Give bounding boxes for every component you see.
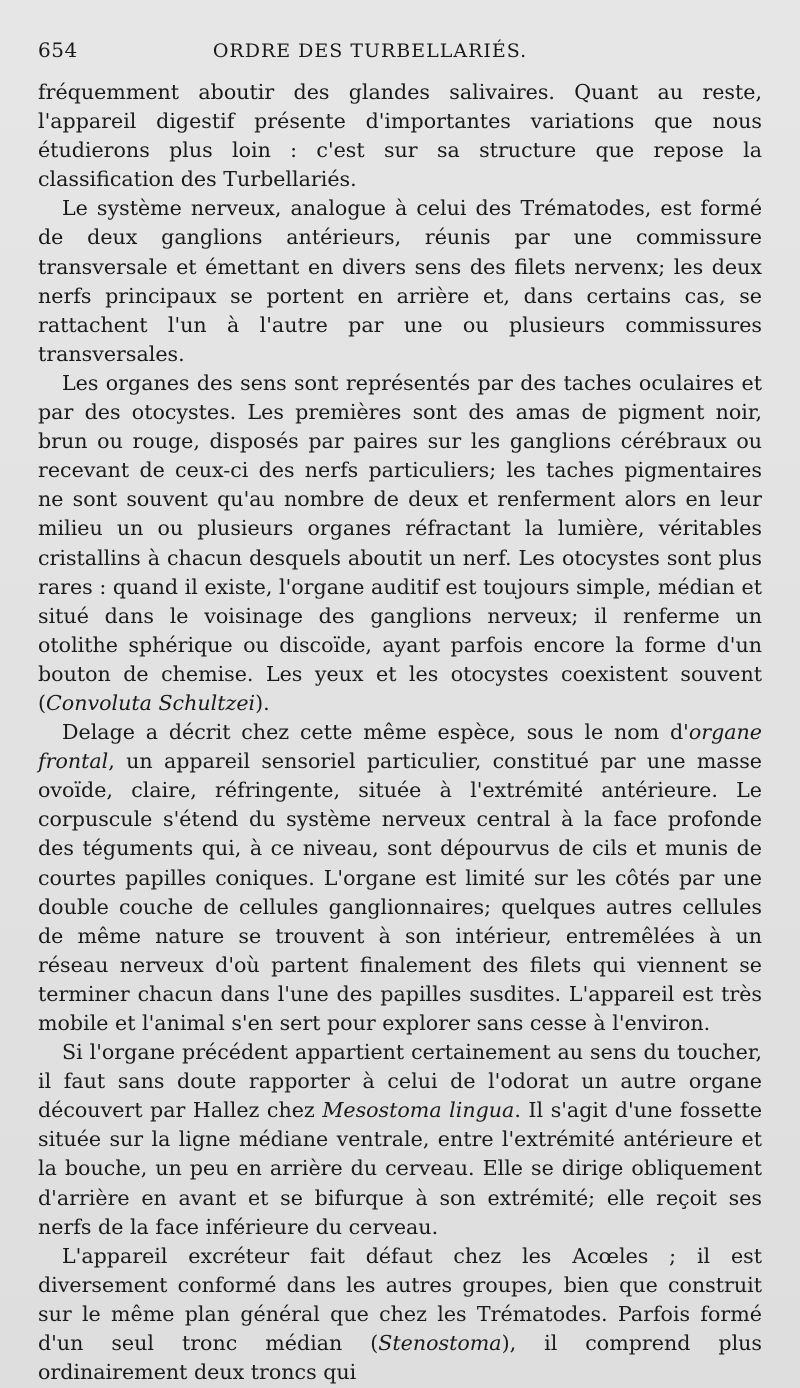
paragraph	[38, 1242, 762, 1387]
text-run: L'appareil excréteur fait défaut chez les Acœles ; il est diversement conformé dans les autres groupes, bien que construit sur le même plan général que chez les Trématodes. Parfois formé d'un seul tronc médian (	[38, 1243, 762, 1356]
paragraph	[38, 78, 762, 194]
italic-term: Mesostoma lingua	[322, 1098, 515, 1123]
paragraph	[38, 194, 762, 369]
body-text	[38, 78, 762, 1387]
italic-term: organe frontal	[38, 720, 762, 774]
paragraph	[38, 1038, 762, 1242]
text-run: fréquemment aboutir des glandes salivaires. Quant au reste, l'appareil digestif présente d'importantes variations que nous étudierons plus loin : c'est sur sa structure que repose la classification des Turbellariés.	[38, 80, 762, 192]
text-run: Les organes des sens sont représentés par des taches oculaires et par des otocystes. Les premières sont des amas de pigment noir, brun ou rouge, disposés par paires sur les ganglions cérébraux ou recevant de ceux-ci des nerfs particuliers; les taches pigmentaires ne sont souvent qu'au nombre de deux et renferment alors en leur milieu un ou plusieurs organes réfractant la lumière, véritables cristallins à chacun desquels aboutit un nerf. Les otocystes sont plus rares : quand il existe, l'organe auditif est toujours simple, médian et situé dans le voisinage des ganglions nerveux; il renferme un otolithe sphérique ou discoïde, ayant parfois encore la forme d'un bouton de chemise. Les yeux et les otocystes coexistent souvent (	[38, 370, 762, 715]
paragraph	[38, 718, 762, 1038]
text-run: Le système nerveux, analogue à celui des Trématodes, est formé de deux ganglions antérieurs, réunis par une commissure transversale et émettant en divers sens des filets nervenx; les deux nerfs principaux se portent en arrière et, dans certains cas, se rattachent l'un à l'autre par une ou plusieurs commissures transversales.	[38, 196, 762, 366]
text-run: ), il comprend plus ordinairement deux troncs qui	[38, 1331, 762, 1385]
text-run: , un appareil sensoriel particulier, constitué par une masse ovoïde, claire, réfringente, située à l'extrémité antérieure. Le corpuscule s'étend du système nerveux central à la face profonde des téguments qui, à ce niveau, sont dépourvus de cils et munis de courtes papilles coniques. L'organe est limité sur les côtés par une double couche de cellules ganglionnaires; quelques autres cellules de même nature se trouvent à son intérieur, entremêlées à un réseau nerveux d'où partent finalement des filets qui viennent se terminer chacun dans l'une des papilles susdites. L'appareil est très mobile et l'animal s'en sert pour explorer sans cesse à l'environ.	[38, 749, 762, 1035]
running-head	[38, 38, 762, 78]
italic-term: Convoluta Schultzei	[46, 690, 256, 715]
text-run: Si l'organe précédent appartient certainement au sens du toucher, il faut sans doute rapporter à celui de l'odorat un autre organe découvert par Hallez chez	[38, 1040, 762, 1123]
italic-term: Stenostoma	[378, 1331, 502, 1356]
text-run: . Il s'agit d'une fossette située sur la ligne médiane ventrale, entre l'extrémité antérieure et la bouche, un peu en arrière du cerveau. Elle se dirige obliquement d'arrière en avant et se bifurque à son extrémité; elle reçoit ses nerfs de la face inférieure du cerveau.	[38, 1098, 763, 1239]
running-title: ORDRE DES TURBELLARIÉS.	[212, 40, 528, 62]
text-run: Delage a décrit chez cette même espèce, sous le nom d'	[62, 720, 689, 745]
paragraph	[38, 369, 762, 718]
text-run: ).	[255, 690, 270, 715]
page-number: 654	[38, 38, 78, 62]
